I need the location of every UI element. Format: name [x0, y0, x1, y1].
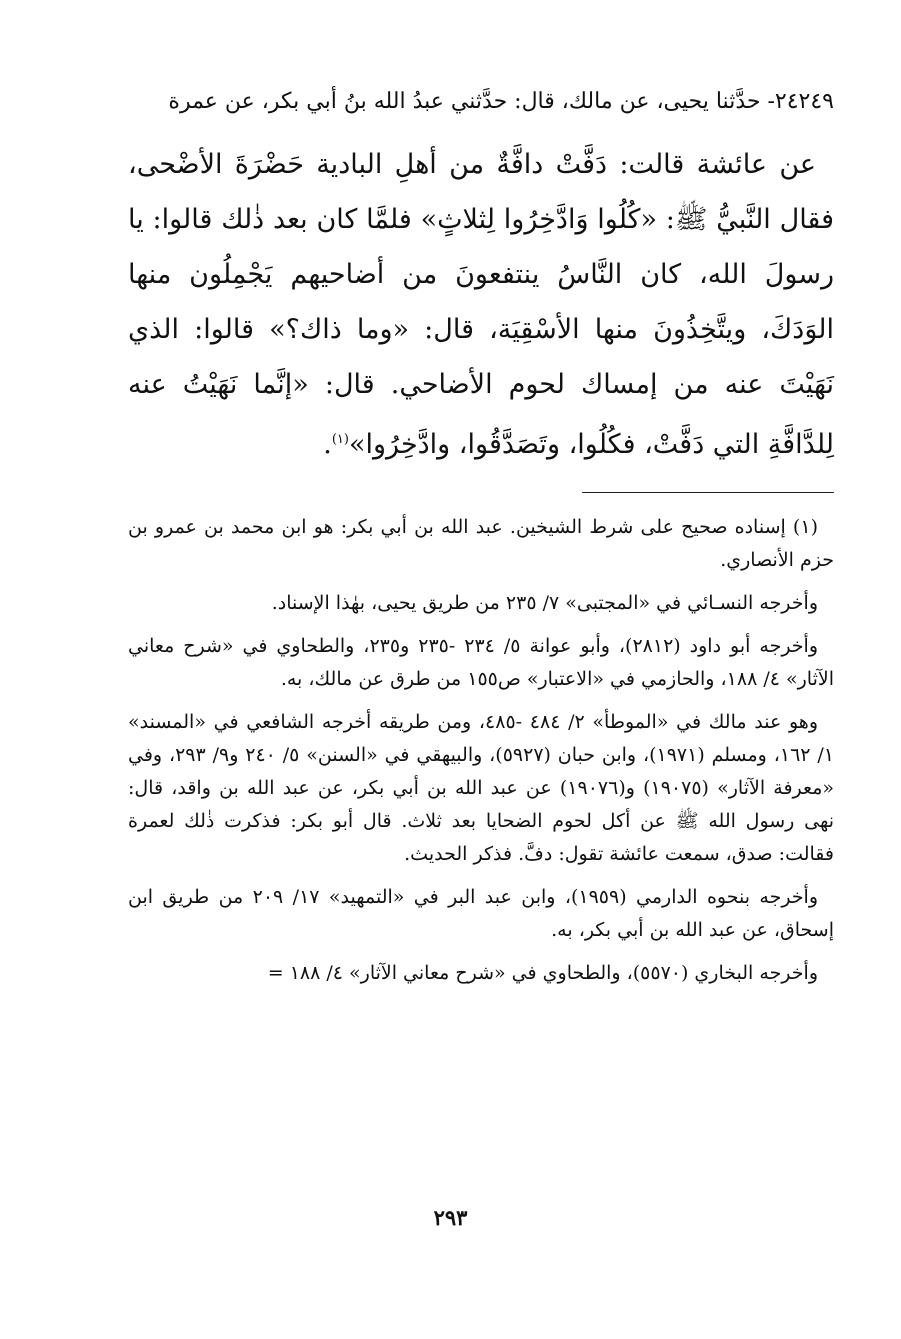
hadith-matn-end: . — [323, 429, 332, 460]
hadith-matn — [128, 137, 834, 472]
footnote-paragraph: وأخرجه النسـائي في «المجتبى» ٧/ ٢٣٥ من طريق يحيى، بهٰذا الإسناد. — [271, 592, 818, 614]
footnote-paragraph: وهو عند مالك في «الموطأ» ٢/ ٤٨٤ -٤٨٥، ومن طريقه أخرجه الشافعي في «المسند» ١/ ١٦٢، ومسلم (١٩٧١)، وابن حبان (٥٩٢٧)، والبيهقي في «السنن» ٥/ ٢٤٠ و٩/ ٢٩٣، وفي «معرفة الآثار» (١٩٠٧٥) و(١٩٠٧٦) عن عبد الله بن أبي بكر، عن عبد الله بن واقد، قال: نهى رسول الله ﷺ عن أكل لحوم الضحايا بعد ثلاث. قال أبو بكر: فذكرت ذٰلك لعمرة فقالت: صدق، سمعت عائشة تقول: دفَّ. فذكر الحديث. — [128, 711, 834, 865]
footnotes — [128, 511, 834, 990]
footnote-paragraph: وأخرجه البخاري (٥٥٧٠)، والطحاوي في «شرح معاني الآثار» ٤/ ١٨٨ = — [267, 962, 818, 984]
page-content — [128, 80, 834, 1000]
footnote-marker: (١) — [331, 432, 349, 447]
footnote-paragraph: وأخرجه بنحوه الدارمي (١٩٥٩)، وابن عبد البر في «التمهيد» ١٧/ ٢٠٩ من طريق ابن إسحاق، عن عبد الله بن أبي بكر، به. — [128, 886, 834, 941]
footnote-paragraph: وأخرجه أبو داود (٢٨١٢)، وأبو عوانة ٥/ ٢٣٤ -٢٣٥ و٢٣٥، والطحاوي في «شرح معاني الآثار» ٤/ ١٨٨، والحازمي في «الاعتبار» ص١٥٥ من طرق عن مالك، به. — [128, 635, 834, 690]
footnote-separator — [582, 492, 834, 493]
page-number: ٢٩٣ — [433, 1205, 468, 1230]
hadith-isnad: ٢٤٢٤٩- حدَّثنا يحيى، عن مالك، قال: حدَّثني عبدُ الله بنُ أبي بكر، عن عمرة — [168, 89, 834, 114]
hadith-matn-text: عن عائشة قالت: دَفَّتْ دافَّةٌ من أهلِ البادية حَضْرَةَ الأضْحى، فقال النَّبيُّ ﷺ: «كُلُوا وَادَّخِرُوا لِثلاثٍ» فلمَّا كان بعد ذٰلك قالوا: يا رسولَ الله، كان النَّاسُ ينتفعونَ من أضاحيهم يَجْمِلُون منها الوَدَكَ، ويتَّخِذُونَ منها الأسْقِيَة، قال: «وما ذاك؟» قالوا: الذي نَهَيْتَ عنه من إمساك لحوم الأضاحي. قال: «إنَّما نَهَيْتُ عنه لِلدَّافَّةِ التي دَفَّتْ، فكُلُوا، وتَصَدَّقُوا، وادَّخِرُوا» — [128, 149, 834, 460]
footnote-paragraph: (١) إسناده صحيح على شرط الشيخين. عبد الله بن أبي بكر: هو ابن محمد بن عمرو بن حزم الأنصاري. — [128, 516, 834, 571]
